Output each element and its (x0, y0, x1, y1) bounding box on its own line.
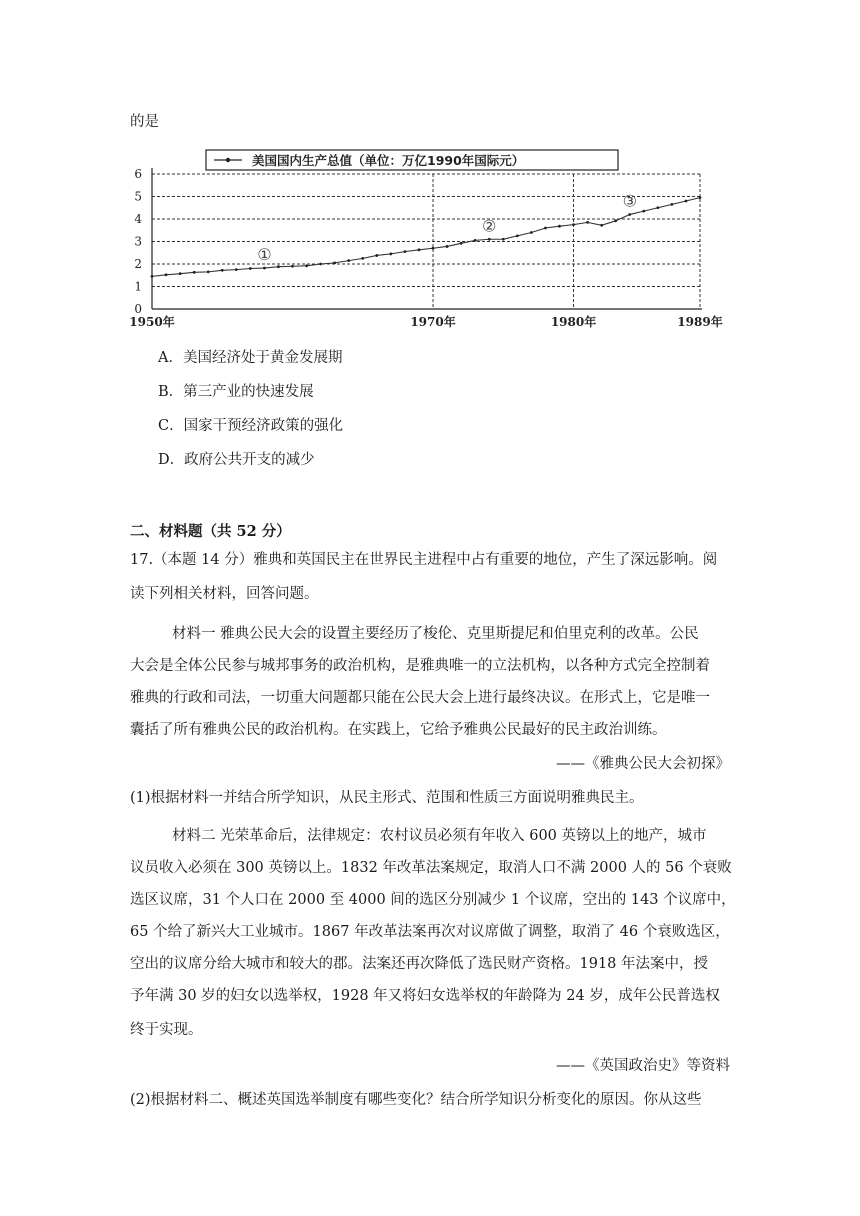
material2-line3: 选区议席，31 个人口在 2000 至 4000 间的选区分别减少 1 个议席，空出的 143 个议席中， (130, 892, 736, 908)
q17-text-line2: 读下列相关材料，回答问题。 (130, 586, 319, 602)
data-point (305, 264, 308, 267)
material2-line6: 予年满 30 岁的妇女以选举权，1928 年又将妇女选举权的年龄降为 24 岁，成年公民普选权 (130, 988, 720, 1004)
data-point (516, 234, 519, 237)
y-tick-label: 1 (134, 279, 142, 294)
material2-line2: 议员收入必须在 300 英镑以上。1832 年改革法案规定，取消人口不满 2000 人的 56 个衰败 (130, 860, 732, 876)
chart-annotations (257, 192, 637, 265)
data-point (263, 267, 266, 270)
legend-label: 美国国内生产总值（单位：万亿1990年国际元） (252, 153, 525, 168)
data-point (586, 221, 589, 224)
data-point (544, 227, 547, 230)
data-point (151, 275, 154, 278)
data-point (207, 270, 210, 273)
data-point (404, 250, 407, 253)
data-point (460, 242, 463, 245)
material1-line2: 大会是全体公民参与城邦事务的政治机构，是雅典唯一的立法机构，以各种方式完全控制着 (130, 658, 710, 674)
x-tick-label: 1970年 (410, 315, 456, 329)
data-point (221, 269, 224, 272)
material2-source: ——《英国政治史》等资料 (556, 1058, 730, 1074)
data-point (235, 268, 238, 271)
data-point (558, 225, 561, 228)
q17-text-line1: 17.（本题 14 分）雅典和英国民主在世界民主进程中占有重要的地位，产生了深远影响。阅 (130, 552, 718, 568)
x-tick-label: 1989年 (677, 315, 723, 329)
question2: (2)根据材料二、概述英国选举制度有哪些变化？结合所学知识分析变化的原因。你从这些 (130, 1092, 702, 1108)
material1-line3: 雅典的行政和司法，一切重大问题都只能在公民大会上进行最终决议。在形式上，它是唯一 (130, 690, 710, 706)
data-point (685, 200, 688, 203)
option-c: C．国家干预经济政策的强化 (158, 418, 344, 434)
data-point (333, 261, 336, 264)
material2-line7: 终于实现。 (130, 1022, 203, 1038)
gdp-line-chart (120, 146, 740, 336)
data-point (530, 231, 533, 234)
chart-series (151, 196, 702, 278)
data-point (389, 252, 392, 255)
data-point (193, 271, 196, 274)
question1: (1)根据材料一并结合所学知识，从民主形式、范围和性质三方面说明雅典民主。 (130, 790, 644, 806)
annotation-2: ② (482, 216, 497, 236)
y-tick-label: 4 (134, 212, 142, 226)
data-point (165, 273, 168, 276)
material2-line5: 空出的议席分给大城市和较大的郡。法案还再次降低了选民财产资格。1918 年法案中，授 (130, 956, 709, 972)
y-tick-label: 0 (134, 302, 142, 316)
data-point (502, 238, 505, 241)
data-point (375, 254, 378, 257)
data-point (446, 245, 449, 248)
data-point (474, 239, 477, 242)
annotation-3: ③ (622, 191, 637, 211)
chart-grid (152, 174, 700, 309)
data-point (291, 265, 294, 268)
x-tick-label: 1950年 (129, 315, 175, 329)
material2-line4: 65 个给了新兴大工业城市。1867 年改革法案再次对议席做了调整，取消了 46 个衰败选区， (130, 924, 730, 940)
data-point (614, 219, 617, 222)
legend-marker (226, 158, 230, 162)
question-fragment: 的是 (130, 114, 159, 130)
y-tick-label: 2 (134, 257, 142, 271)
series-line (152, 198, 700, 277)
material1-line4: 囊括了所有雅典公民的政治机构。在实践上，它给予雅典公民最好的民主政治训练。 (130, 722, 667, 738)
data-point (361, 257, 364, 260)
data-point (488, 238, 491, 241)
annotation-1: ① (257, 245, 272, 265)
chart-legend (206, 150, 618, 170)
chart-axes (152, 168, 702, 309)
material1-source: ——《雅典公民大会初探》 (556, 756, 730, 772)
data-point (347, 259, 350, 262)
data-point (600, 224, 603, 227)
data-point (179, 272, 182, 275)
data-point (642, 210, 645, 213)
option-a: A．美国经济处于黄金发展期 (158, 350, 343, 366)
data-point (319, 263, 322, 266)
data-point (670, 203, 673, 206)
option-b: B．第三产业的快速发展 (158, 384, 314, 400)
y-tick-label: 6 (134, 167, 142, 181)
x-tick-label: 1980年 (550, 315, 597, 329)
y-tick-label: 3 (134, 234, 142, 249)
data-point (249, 267, 252, 270)
data-point (572, 223, 575, 226)
data-point (432, 247, 435, 250)
data-point (628, 213, 631, 216)
material2-line1: 材料二 光荣革命后，法律规定：农村议员必须有年收入 600 英镑以上的地产，城市 (172, 828, 707, 844)
y-tick-label: 5 (134, 189, 142, 204)
data-point (656, 206, 659, 209)
data-point (277, 265, 280, 268)
material1-line1: 材料一 雅典公民大会的设置主要经历了梭伦、克里斯提尼和伯里克利的改革。公民 (172, 626, 699, 642)
section-title: 二、材料题（共 52 分） (130, 523, 291, 540)
option-d: D．政府公共开支的减少 (158, 452, 315, 468)
data-point (418, 248, 421, 251)
data-point (699, 196, 702, 199)
